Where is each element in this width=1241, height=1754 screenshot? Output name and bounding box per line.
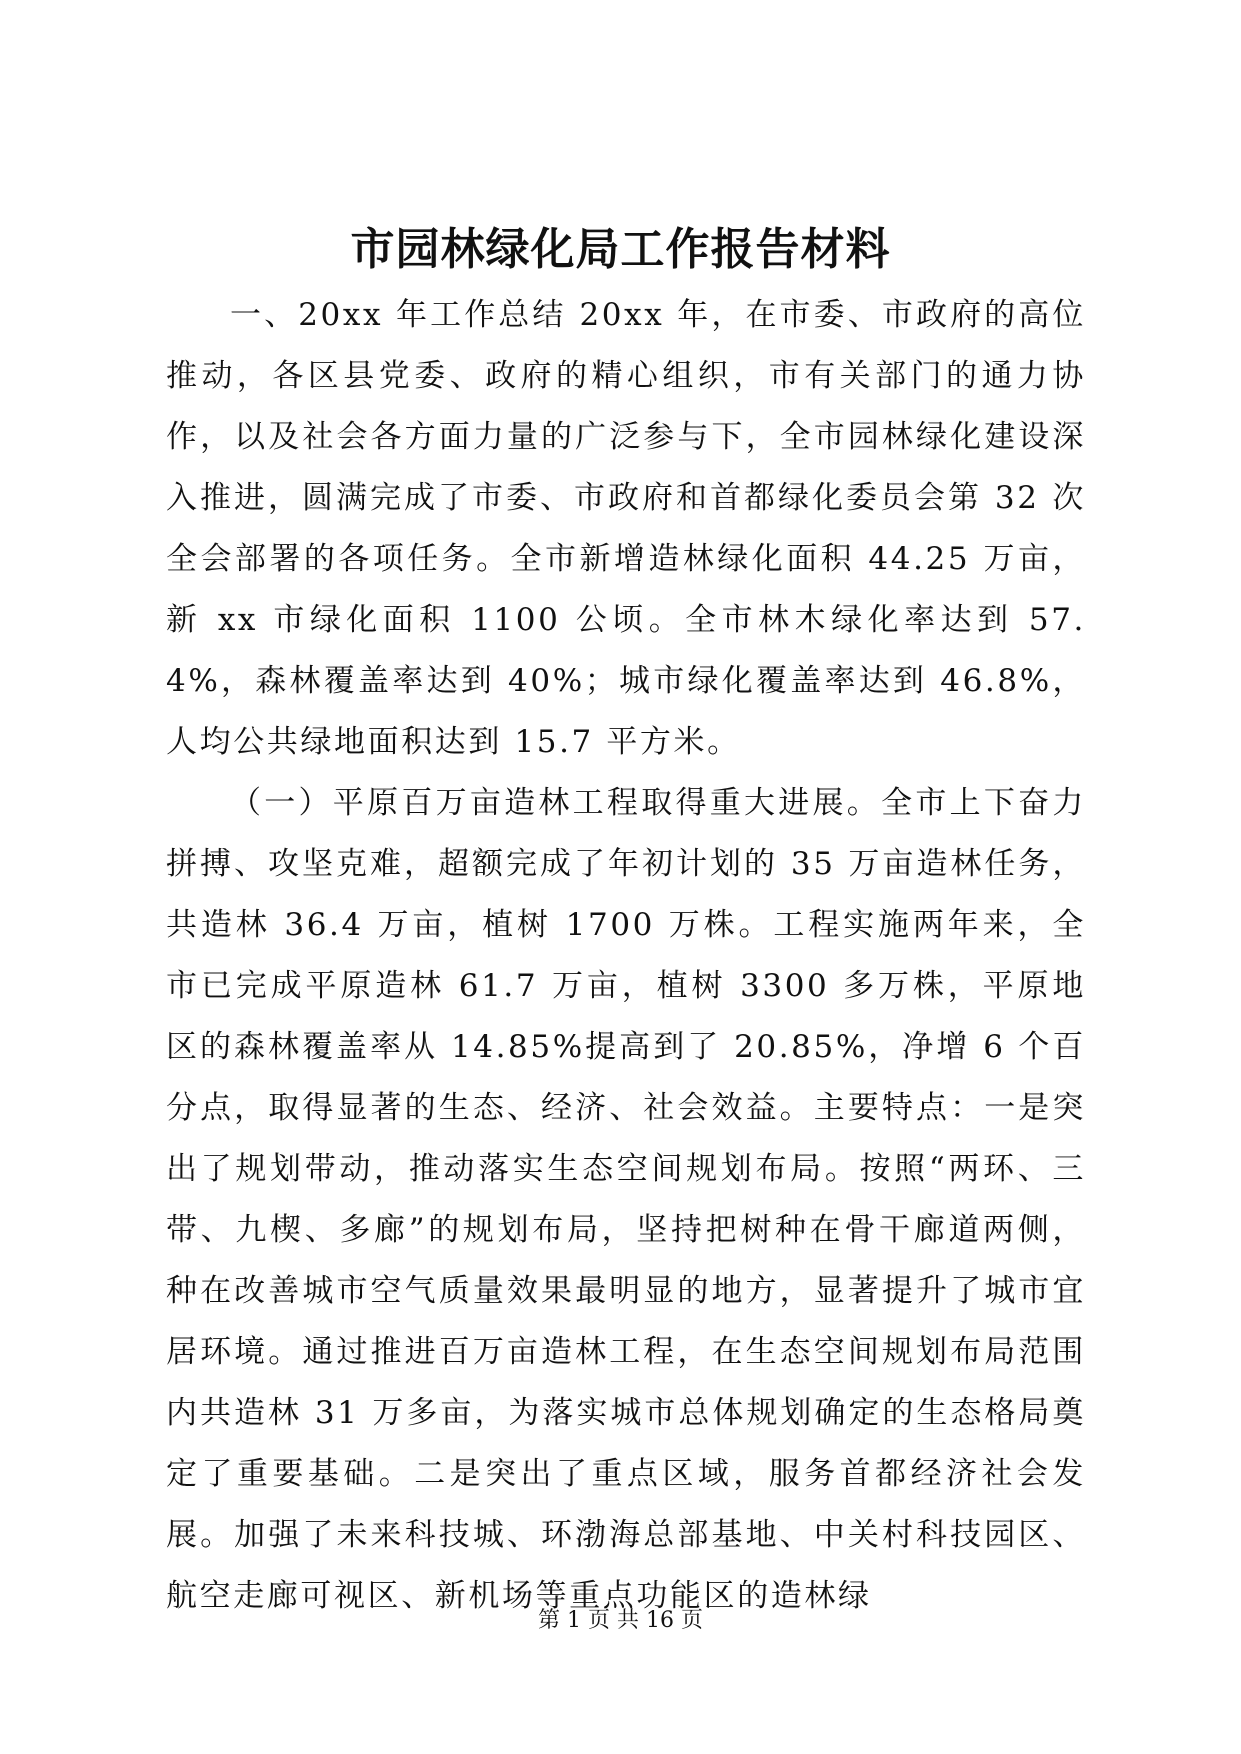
- paragraph-afforestation: （一）平原百万亩造林工程取得重大进展。全市上下奋力拼搏、攻坚克难，超额完成了年初计划的 35 万亩造林任务，共造林 36.4 万亩，植树 1700 万株。工程实施两年来，全市已完成平原造林 61.7 万亩，植树 3300 多万株，平原地区的森林覆盖率从 14.85%提高到了 20.85%，净增 6 个百分点，取得显著的生态、经济、社会效益。主要特点：一是突出了规划带动，推动落实生态空间规划布局。按照“两环、三带、九楔、多廊”的规划布局，坚持把树种在骨干廊道两侧，种在改善城市空气质量效果最明显的地方，显著提升了城市宜居环境。通过推进百万亩造林工程，在生态空间规划布局范围内共造林 31 万多亩，为落实城市总体规划确定的生态格局奠定了重要基础。二是突出了重点区域，服务首都经济社会发展。加强了未来科技城、环渤海总部基地、中关村科技园区、航空走廊可视区、新机场等重点功能区的造林绿: [166, 785, 1086, 1614]
- page-number-footer: 第 1 页 共 16 页: [538, 1608, 703, 1633]
- document-title: 市园林绿化局工作报告材料: [350, 224, 891, 275]
- paragraph-summary: 一、20xx 年工作总结 20xx 年，在市委、市政府的高位推动，各区县党委、政府的精心组织，市有关部门的通力协作，以及社会各方面力量的广泛参与下，全市园林绿化建设深入推进，圆满完成了市委、市政府和首都绿化委员会第 32 次全会部署的各项任务。全市新增造林绿化面积 44.25 万亩，新 xx 市绿化面积 1100 公顷。全市林木绿化率达到 57.4%，森林覆盖率达到 40%；城市绿化覆盖率达到 46.8%，人均公共绿地面积达到 15.7 平方米。: [166, 297, 1086, 760]
- document-body: [166, 285, 1086, 1627]
